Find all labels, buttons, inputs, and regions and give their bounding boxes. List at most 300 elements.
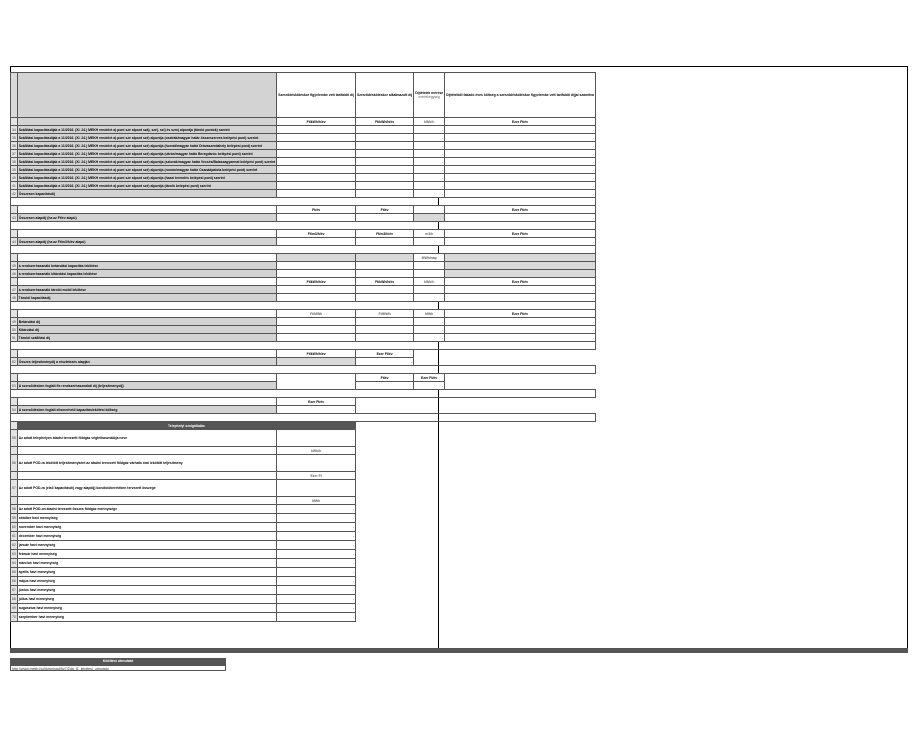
- empty-cell: [445, 559, 596, 568]
- empty-cell: [445, 595, 596, 604]
- value-cell: -: [277, 604, 356, 613]
- empty-cell: [11, 497, 18, 505]
- unit-row: [11, 278, 596, 286]
- row-label: a rendszerhasználó tárolói mobil lekötése: [17, 286, 276, 294]
- unit-cell: Ezer Ft/év: [445, 230, 596, 238]
- footer-link[interactable]: http://www.mekh.hu/download/fu/7/2da_t1_kitoltesi_utmutato: [10, 665, 226, 671]
- row-number: 37: [12, 151, 16, 156]
- empty-cell: [356, 480, 414, 497]
- value-cell: -: [414, 174, 445, 182]
- table-row: [11, 294, 596, 302]
- unit-row: [11, 230, 596, 238]
- site-title-row: [11, 422, 596, 430]
- empty-cell: [414, 586, 445, 595]
- empty-cell: [356, 577, 414, 586]
- value-cell[interactable]: [356, 166, 414, 174]
- row-label: október havi mennyiség: [17, 514, 276, 523]
- value-cell[interactable]: [277, 430, 356, 447]
- row-number: 52: [12, 359, 16, 364]
- value-cell[interactable]: [356, 174, 414, 182]
- unit-row: [11, 350, 596, 358]
- value-cell[interactable]: [356, 190, 414, 198]
- row-number: 60: [11, 523, 18, 532]
- value-cell: -: [445, 166, 596, 174]
- empty-cell: [414, 595, 445, 604]
- row-number: 64: [11, 559, 18, 568]
- value-cell: -: [414, 134, 445, 142]
- row-number: 34: [12, 127, 16, 132]
- value-cell: -: [414, 166, 445, 174]
- row-number: 46: [12, 271, 16, 276]
- value-cell: -: [414, 158, 445, 166]
- row-number: 58: [11, 505, 18, 514]
- unit-row: [11, 472, 596, 480]
- row-label: december havi mennyiség: [17, 532, 276, 541]
- empty-cell: [414, 514, 445, 523]
- table-row: [11, 134, 596, 142]
- value-cell: -: [277, 586, 356, 595]
- empty-cell: [414, 497, 445, 505]
- unit-row: [11, 374, 596, 382]
- empty-cell: [17, 447, 276, 455]
- value-cell: -: [445, 190, 596, 198]
- value-cell: -: [445, 150, 596, 158]
- row-label: március havi mennyiség: [17, 559, 276, 568]
- row-label: Összesen kapacitásdíj: [17, 190, 276, 198]
- empty-cell: [356, 559, 414, 568]
- empty-cell: [356, 541, 414, 550]
- value-cell[interactable]: [277, 334, 356, 342]
- value-cell: -: [414, 182, 445, 190]
- row-number: 51: [12, 335, 16, 340]
- empty-cell: [445, 532, 596, 541]
- row-label: Összesen alapdíj (ha az Ft/év alapú): [17, 214, 276, 222]
- empty-cell: [356, 505, 414, 514]
- row-number: 38: [12, 159, 16, 164]
- row-number: 49: [12, 319, 16, 324]
- row-label: a rendszerhasználó kitárolási kapacitás lekötése: [17, 270, 276, 278]
- empty-cell: [445, 604, 596, 613]
- value-cell[interactable]: [356, 238, 414, 246]
- empty-cell: [414, 541, 445, 550]
- unit-cell: Ft/kWh/h/év: [277, 278, 356, 286]
- empty-cell: [445, 447, 596, 455]
- table-row: [11, 142, 596, 150]
- row-label: Szállítási kapacitásdíjak a 11/2016. (XI. 24.) MEKH rendelet a) pont szé alpont szé) alpontja (román/magyar határ Csanádpalota belépési pont) szerint: [17, 166, 276, 174]
- empty-cell: [17, 497, 276, 505]
- value-cell: [414, 214, 445, 222]
- empty-cell: [445, 523, 596, 532]
- value-cell[interactable]: [277, 142, 356, 150]
- value-cell[interactable]: [414, 270, 445, 278]
- empty-cell: [356, 447, 414, 455]
- table-row: [11, 595, 596, 604]
- table-row: [11, 550, 596, 559]
- value-cell: -: [445, 214, 596, 222]
- unit-cell: Ezer Ft/év: [445, 206, 596, 214]
- value-cell: -: [277, 523, 356, 532]
- unit-row: [11, 206, 596, 214]
- row-number: 45: [12, 263, 16, 268]
- row-label: Betárolási díj: [17, 318, 276, 326]
- empty-cell: [445, 577, 596, 586]
- sheet-bottom-bar: [10, 648, 908, 653]
- value-cell[interactable]: [356, 334, 414, 342]
- value-cell: -: [445, 286, 596, 294]
- row-label: A szerződésben foglalt elismerhető kapacitáslekötési költség: [17, 406, 276, 414]
- empty-cell: [356, 586, 414, 595]
- empty-cell: [356, 532, 414, 541]
- empty-cell: [414, 550, 445, 559]
- row-label: Összesen alapdíj (ha az Ft/m3/h/év alapú): [17, 238, 276, 246]
- unit-cell: Ezer Ft/év: [445, 118, 596, 126]
- value-cell: -: [414, 318, 445, 326]
- value-cell[interactable]: [277, 134, 356, 142]
- value-cell: -: [414, 126, 445, 134]
- value-cell[interactable]: [356, 286, 414, 294]
- value-cell[interactable]: [356, 382, 414, 390]
- unit-cell: m3/h: [414, 230, 445, 238]
- value-cell: -: [445, 134, 596, 142]
- value-cell[interactable]: [277, 182, 356, 190]
- empty-cell: [445, 550, 596, 559]
- empty-cell: [356, 455, 414, 472]
- unit-cell: MWh/nap: [414, 254, 445, 262]
- unit-cell: Ft/MWh: [277, 310, 356, 318]
- empty-cell: [445, 430, 596, 447]
- empty-cell: [356, 514, 414, 523]
- header-col3-sub: mértékegység: [418, 95, 440, 99]
- row-number: 53: [12, 383, 16, 388]
- empty-cell: [414, 613, 445, 622]
- unit-cell: MWh: [414, 310, 445, 318]
- value-cell: -: [445, 142, 596, 150]
- row-number: 55: [11, 430, 18, 447]
- header-col1: Szerződéskötéskor figyelembe vett tarifaidő díj: [277, 73, 356, 118]
- row-number: 48: [12, 295, 16, 300]
- header-col2: Szerződéskötéskor alkalmazott díj: [356, 73, 414, 118]
- group1-body: [11, 126, 596, 198]
- value-cell: -: [445, 182, 596, 190]
- monthly-body: [11, 505, 596, 622]
- value-cell[interactable]: [356, 262, 414, 270]
- table-row: [11, 286, 596, 294]
- row-number: 65: [11, 568, 18, 577]
- empty-cell: [445, 480, 596, 497]
- group3-body: [11, 286, 596, 302]
- value-cell: -: [277, 568, 356, 577]
- site-section-title: Telephelyi szolgáltatás: [17, 422, 355, 430]
- row-label: Az adott telephelyen átadni tervezett földgáz végfelhasználója neve: [17, 430, 276, 447]
- value-cell: -: [277, 505, 356, 514]
- row-label: A szerződésben foglalt fix rendszerhasználati díj (teljesítménydíj): [17, 382, 276, 390]
- unit-cell: Ft/MWh: [356, 310, 414, 318]
- unit-row: [11, 497, 596, 505]
- empty-cell: [414, 455, 445, 472]
- header-col3-title: Díjtételek mérése: [415, 91, 444, 95]
- table-row: [11, 262, 596, 270]
- empty-cell: [356, 613, 414, 622]
- unit-cell: Ft/m3/h/év: [277, 230, 356, 238]
- unit-cell: Ezer Ft/év: [445, 278, 596, 286]
- row-number: 66: [11, 577, 18, 586]
- unit-cell: kWh/h: [277, 447, 356, 455]
- unit-cell: MWh: [277, 497, 356, 505]
- table-row: [11, 586, 596, 595]
- value-cell[interactable]: [277, 455, 356, 472]
- group2-body: [11, 262, 596, 278]
- empty-cell: [414, 447, 445, 455]
- table-row: [11, 532, 596, 541]
- row-label: Szállítási kapacitásdíjak a 11/2016. (XI. 24.) MEKH rendelet a) pont szé alpont szé) alpontja (osztrák/magyar határ összeszerves belépési pont) szerint: [17, 134, 276, 142]
- unit-cell: Ft/év: [277, 206, 356, 214]
- row-label: május havi mennyiség: [17, 577, 276, 586]
- value-cell: -: [277, 541, 356, 550]
- value-cell[interactable]: [277, 270, 356, 278]
- unit-cell: Ft/kWh/h/év: [277, 118, 356, 126]
- row-number: 47: [12, 287, 16, 292]
- value-cell: -: [277, 514, 356, 523]
- value-cell: -: [414, 190, 445, 198]
- unit-cell: Ft/kWh/h/év: [356, 118, 414, 126]
- value-cell: -: [356, 358, 414, 366]
- row-label: január havi mennyiség: [17, 541, 276, 550]
- empty-cell: [445, 455, 596, 472]
- row-label: augusztus havi mennyiség: [17, 604, 276, 613]
- unit-cell: Ezer Ft/év: [445, 310, 596, 318]
- row-number: 70: [11, 613, 18, 622]
- value-cell[interactable]: [277, 174, 356, 182]
- unit-cell: Ezer Ft/év: [277, 398, 356, 406]
- row-number: 39: [12, 167, 16, 172]
- value-cell: -: [414, 382, 445, 390]
- value-cell[interactable]: [277, 158, 356, 166]
- value-cell[interactable]: [356, 150, 414, 158]
- empty-cell: [414, 604, 445, 613]
- empty-cell: [445, 497, 596, 505]
- value-cell: -: [445, 334, 596, 342]
- value-cell[interactable]: [356, 142, 414, 150]
- table-row: [11, 604, 596, 613]
- row-label: június havi mennyiség: [17, 586, 276, 595]
- value-cell: -: [414, 142, 445, 150]
- value-cell: -: [414, 150, 445, 158]
- empty-cell: [445, 568, 596, 577]
- table-row: [11, 174, 596, 182]
- value-cell[interactable]: [356, 326, 414, 334]
- row-label: Tárolói kapacitásdíj: [17, 294, 276, 302]
- empty-cell: [414, 472, 445, 480]
- header-row: [11, 73, 596, 118]
- empty-cell: [414, 430, 445, 447]
- table-row: [11, 430, 596, 447]
- unit-cell: Ezer Ft/év: [414, 374, 445, 382]
- table-row: [11, 150, 596, 158]
- value-cell[interactable]: [356, 126, 414, 134]
- empty-cell: [414, 568, 445, 577]
- row-number: 43: [12, 215, 16, 220]
- table-row: [11, 480, 596, 497]
- row-number: 54: [12, 407, 16, 412]
- value-cell[interactable]: [277, 214, 356, 222]
- value-cell[interactable]: [277, 318, 356, 326]
- empty-cell: [445, 472, 596, 480]
- row-number: 56: [11, 455, 18, 472]
- value-cell[interactable]: [356, 294, 414, 302]
- table-row: [11, 190, 596, 198]
- row-number: 44: [12, 239, 16, 244]
- table-row: [11, 126, 596, 134]
- empty-cell: [356, 604, 414, 613]
- value-cell[interactable]: [356, 182, 414, 190]
- form-sheet: [10, 72, 594, 622]
- row-number: 35: [12, 135, 16, 140]
- site-body: [11, 430, 596, 505]
- value-cell[interactable]: [356, 318, 414, 326]
- empty-cell: [445, 505, 596, 514]
- table-row: [11, 358, 596, 366]
- table-row: [11, 182, 596, 190]
- value-cell[interactable]: [277, 286, 356, 294]
- group4-body: [11, 318, 596, 342]
- unit-cell: Ezer Ft/év: [356, 350, 414, 358]
- empty-cell: [445, 541, 596, 550]
- row-label: Kitárolási díj: [17, 326, 276, 334]
- unit-row: [11, 118, 596, 126]
- value-cell: -: [277, 613, 356, 622]
- value-cell[interactable]: [277, 294, 356, 302]
- row-label: Szállítási kapacitásdíjak a 11/2016. (XI. 24.) MEKH rendelet a) pont szé alpont szé) alpontja (hazai termelés belépési pont) szerint: [17, 174, 276, 182]
- value-cell: -: [445, 126, 596, 134]
- value-cell: -: [445, 318, 596, 326]
- value-cell[interactable]: [277, 166, 356, 174]
- empty-cell: [356, 595, 414, 604]
- unit-row: [11, 254, 596, 262]
- row-number: 41: [12, 183, 16, 188]
- unit-cell: Ezer Ft: [277, 472, 356, 480]
- empty-cell: [17, 472, 276, 480]
- header-col4: Díjtételből fakadó éves költség a szerződéskötéskor figyelembe vett tarifaidő díjjal számítva: [445, 73, 596, 118]
- table-row: [11, 577, 596, 586]
- table-row: [11, 505, 596, 514]
- row-number: 36: [12, 143, 16, 148]
- value-cell[interactable]: [277, 150, 356, 158]
- unit-row: [11, 310, 596, 318]
- row-label: Az adott POD-ra (első kapacitásdíj vagy alapdíj) kondíciókeretében tervezett összege: [17, 480, 276, 497]
- value-cell: [445, 270, 596, 278]
- value-cell: -: [445, 238, 596, 246]
- value-cell[interactable]: [356, 270, 414, 278]
- table-row: [11, 326, 596, 334]
- empty-cell: [356, 568, 414, 577]
- header-col3: [414, 73, 445, 118]
- value-cell: -: [445, 326, 596, 334]
- value-cell[interactable]: [277, 190, 356, 198]
- table-row: [11, 568, 596, 577]
- table-row: [11, 382, 596, 390]
- value-cell[interactable]: [356, 158, 414, 166]
- row-label: a rendszerhasználó betárolási kapacitás lekötése: [17, 262, 276, 270]
- value-cell: -: [277, 577, 356, 586]
- table-row: [11, 334, 596, 342]
- value-cell: -: [277, 406, 356, 414]
- value-cell: -: [445, 158, 596, 166]
- row-number: 50: [12, 327, 16, 332]
- unit-cell: Ft/év: [356, 374, 414, 382]
- unit-cell: kWh/h: [414, 118, 445, 126]
- row-number: 40: [12, 175, 16, 180]
- empty-cell: [445, 514, 596, 523]
- value-cell: -: [414, 334, 445, 342]
- footer-title: Kitöltési útmutató: [10, 658, 226, 665]
- table-row: [11, 613, 596, 622]
- row-label: február havi mennyiség: [17, 550, 276, 559]
- row-label: július havi mennyiség: [17, 595, 276, 604]
- unit-row: [11, 447, 596, 455]
- table-row: [11, 541, 596, 550]
- empty-cell: [414, 480, 445, 497]
- table-row: [11, 238, 596, 246]
- empty-cell: [356, 497, 414, 505]
- value-cell[interactable]: [356, 214, 414, 222]
- value-cell[interactable]: [277, 238, 356, 246]
- empty-cell: [11, 472, 18, 480]
- row-number: 67: [11, 586, 18, 595]
- value-cell: -: [277, 532, 356, 541]
- value-cell[interactable]: [277, 262, 356, 270]
- unit-cell: Ft/kWh/h/év: [356, 278, 414, 286]
- row-number: 57: [11, 480, 18, 497]
- value-cell[interactable]: [414, 286, 445, 294]
- value-cell[interactable]: [356, 134, 414, 142]
- empty-cell: [414, 532, 445, 541]
- value-cell[interactable]: [277, 126, 356, 134]
- row-label: Az adott POD-ra lekötött teljesítményként az átadni tervezett földgáz várható órai lekötött teljesítmény: [17, 455, 276, 472]
- row-label: Tárolói szállítási díj: [17, 334, 276, 342]
- value-cell[interactable]: [414, 294, 445, 302]
- row-label: Szállítási kapacitásdíjak a 11/2016. (XI. 24.) MEKH rendelet a) pont szé alpont szé) alpontja (tároló belépési pont) szerint: [17, 182, 276, 190]
- row-label: Szállítási kapacitásdíjak a 11/2016. (XI. 24.) MEKH rendelet a) pont szé alpont szé) alpontja (horvát/magyar határ Drávaszerdahely belépési pont) szerint: [17, 142, 276, 150]
- empty-cell: [11, 447, 18, 455]
- row-number: 61: [11, 532, 18, 541]
- unit-cell: [414, 206, 445, 214]
- row-label: Szállítási kapacitásdíjak a 11/2016. (XI. 24.) MEKH rendelet a) pont szé alpont szé) alpontja (szlovák/magyar határ Vecsés/Balassagyarmat belépési pont) szerint: [18, 159, 276, 164]
- empty-cell: [414, 523, 445, 532]
- table-row: [11, 270, 596, 278]
- row-label: április havi mennyiség: [17, 568, 276, 577]
- value-cell[interactable]: [277, 480, 356, 497]
- value-cell[interactable]: [277, 326, 356, 334]
- unit-cell: Ft/m3/h/év: [356, 230, 414, 238]
- value-cell[interactable]: [414, 238, 445, 246]
- row-label: szeptember havi mennyiség: [17, 613, 276, 622]
- table-row: [11, 318, 596, 326]
- empty-cell: [414, 505, 445, 514]
- value-cell: [445, 262, 596, 270]
- empty-cell: [414, 577, 445, 586]
- table-row: [11, 406, 596, 414]
- table-row: [11, 559, 596, 568]
- row-number: 59: [11, 514, 18, 523]
- row-label: november havi mennyiség: [17, 523, 276, 532]
- value-cell: -: [445, 174, 596, 182]
- empty-cell: [356, 430, 414, 447]
- empty-cell: [356, 523, 414, 532]
- empty-cell: [356, 472, 414, 480]
- value-cell: -: [277, 595, 356, 604]
- row-number: 42: [12, 191, 16, 196]
- value-cell[interactable]: [414, 262, 445, 270]
